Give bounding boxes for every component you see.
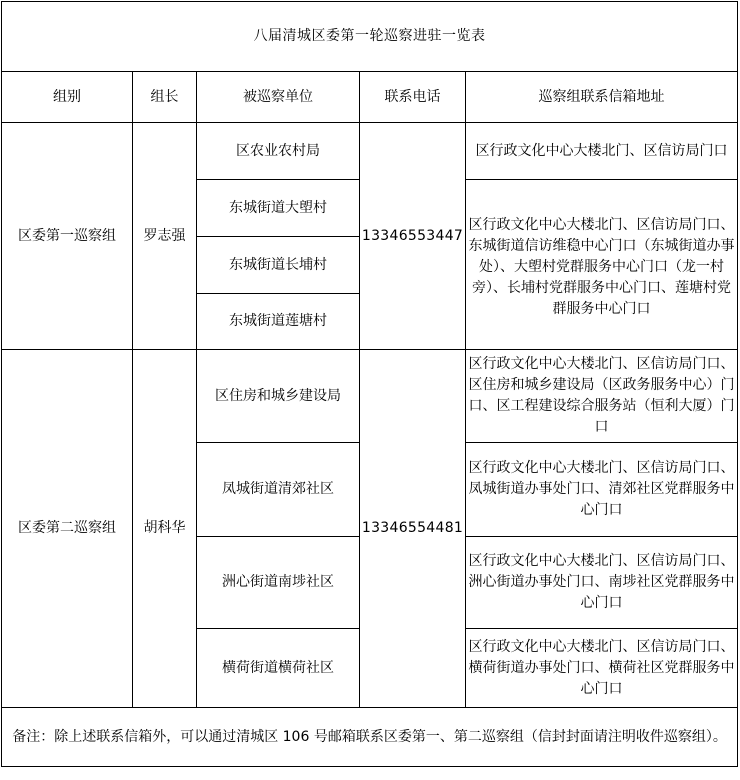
header-leader: 组长 <box>133 72 197 123</box>
contact-phone: 13346554481 <box>360 350 466 708</box>
footnote: 备注：除上述联系信箱外，可以通过清城区 106 号邮箱联系区委第一、第二巡察组（信封封面请注明收件巡察组）。 <box>12 728 727 745</box>
mailbox-address: 区行政文化中心大楼北门、区信访局门口、区住房和城乡建设局（区政务服务中心）门口、区工程建设综合服务站（恒利大厦）门口 <box>466 350 738 443</box>
inspected-unit: 区住房和城乡建设局 <box>197 350 360 443</box>
header-address: 巡察组联系信箱地址 <box>466 72 738 123</box>
title-row <box>2 2 738 72</box>
header-group: 组别 <box>2 72 133 123</box>
group-name: 区委第二巡察组 <box>2 350 133 708</box>
group-leader: 罗志强 <box>133 123 197 350</box>
group-leader: 胡科华 <box>133 350 197 708</box>
patrol-schedule-table <box>1 1 738 767</box>
table-row <box>2 123 738 180</box>
mailbox-address: 区行政文化中心大楼北门、区信访局门口、横荷街道办事处门口、横荷社区党群服务中心门口 <box>466 629 738 708</box>
inspected-unit: 横荷街道横荷社区 <box>197 629 360 708</box>
inspected-unit: 东城街道长埔村 <box>197 237 360 294</box>
header-row <box>2 72 738 123</box>
table-row <box>2 350 738 443</box>
mailbox-address: 区行政文化中心大楼北门、区信访局门口、洲心街道办事处门口、南埗社区党群服务中心门口 <box>466 537 738 629</box>
table-title: 八届清城区委第一轮巡察进驻一览表 <box>2 2 738 72</box>
inspected-unit: 洲心街道南埗社区 <box>197 537 360 629</box>
contact-phone: 13346553447 <box>360 123 466 350</box>
note-row <box>2 708 738 767</box>
inspected-unit: 凤城街道清郊社区 <box>197 443 360 537</box>
mailbox-address: 区行政文化中心大楼北门、区信访局门口、东城街道信访维稳中心门口（东城街道办事处）、大塱村党群服务中心门口（龙一村旁）、长埔村党群服务中心门口、莲塘村党群服务中心门口 <box>466 180 738 350</box>
inspected-unit: 区农业农村局 <box>197 123 360 180</box>
header-unit: 被巡察单位 <box>197 72 360 123</box>
note-cell <box>2 708 738 767</box>
header-phone: 联系电话 <box>360 72 466 123</box>
inspected-unit: 东城街道大塱村 <box>197 180 360 237</box>
mailbox-address: 区行政文化中心大楼北门、区信访局门口、凤城街道办事处门口、清郊社区党群服务中心门口 <box>466 443 738 537</box>
group-name: 区委第一巡察组 <box>2 123 133 350</box>
mailbox-address: 区行政文化中心大楼北门、区信访局门口 <box>466 123 738 180</box>
inspected-unit: 东城街道莲塘村 <box>197 294 360 350</box>
